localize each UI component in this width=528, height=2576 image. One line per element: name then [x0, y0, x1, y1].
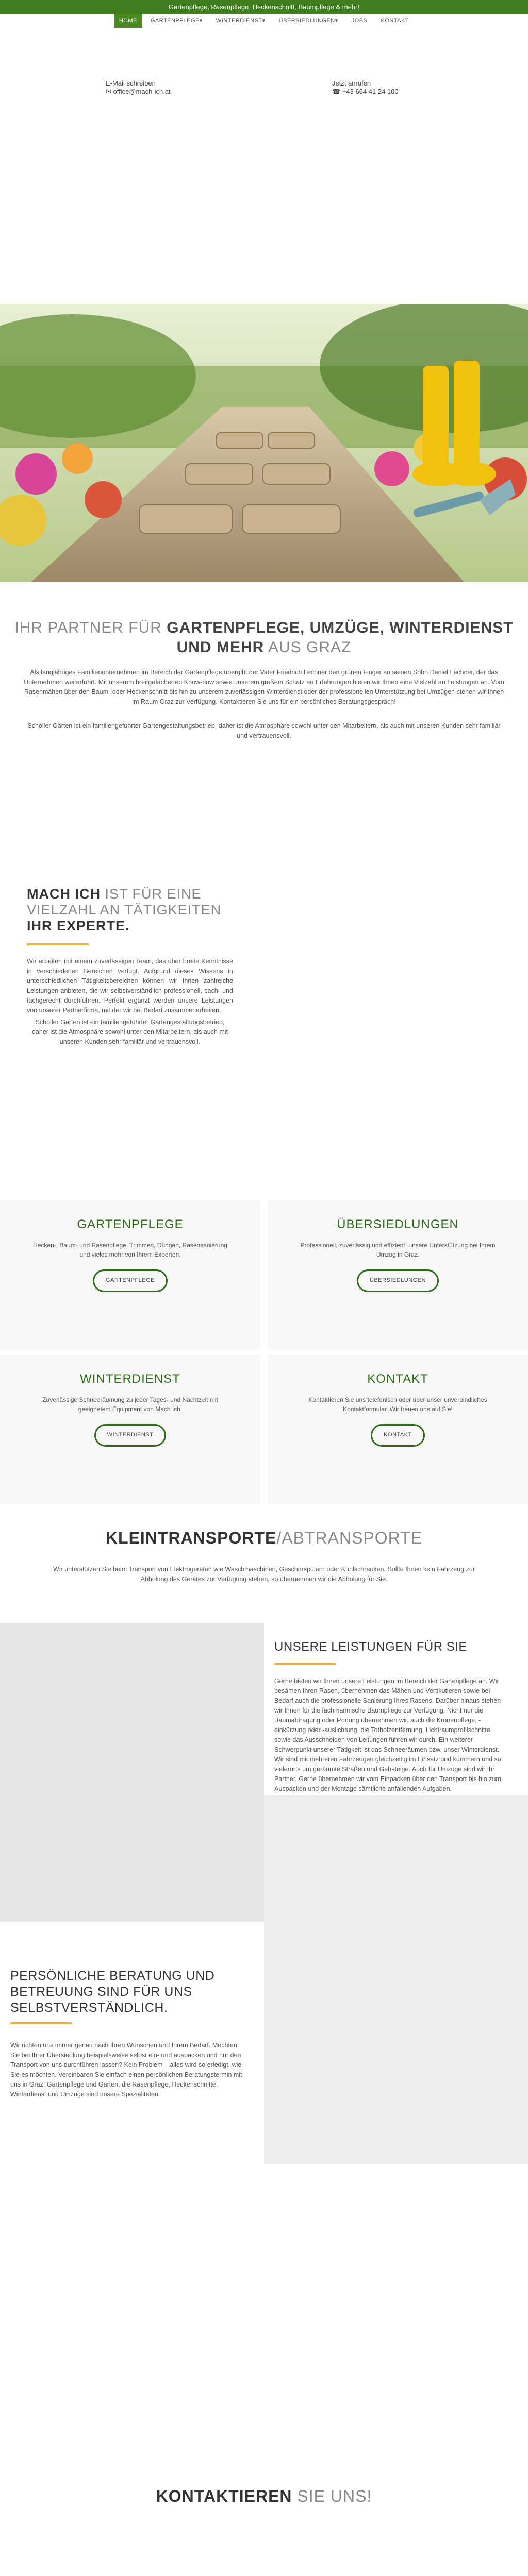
- chevron-down-icon: ▾: [199, 18, 203, 24]
- top-banner: [0, 0, 528, 14]
- image-placeholder-right-top: [264, 1795, 528, 1922]
- intro-paragraph-2: Schöller Gärten ist ein familiengeführter Gartengestaltungsbetrieb, daher ist die Atmosphäre sowohl unter den Mitarbeitern, als auch mit unseren Kunden sehr familiär und vertrauensvoll.: [27, 722, 501, 739]
- email-label: E-Mail schreiben: [106, 79, 156, 87]
- expert-paragraph-1: Wir arbeiten mit einem zuverlässigen Team, das über breite Kenntnisse in verschiedenen Bereichen verfügt. Aufgrund dieses Wissens in unterschiedlichen Tätigkeitsbereichen können wir Ihnen zahlreiche Leistungen anbieten, die wir selbstverständlich professionell, sach- und fachgerecht durchführen. Perfekt ergänzt werden unsere Leistungen von unserer Partnerfirma, mit der wir bei Bedarf zusammenarbeiten.: [27, 958, 233, 1014]
- nav-jobs[interactable]: JOBS: [351, 18, 368, 24]
- email-block: [106, 79, 209, 96]
- image-placeholder-right: [264, 1922, 528, 2164]
- accent-divider: [274, 1663, 336, 1665]
- nav-kontakt[interactable]: KONTAKT: [381, 18, 409, 24]
- expert-paragraph-2: Schöller Gärten ist ein familiengeführter Gartengestaltungsbetrieb, daher ist die Atmosphäre sowohl unter den Mitarbeitern, als auch mit unseren Kunden sehr familiär und vertrauensvoll.: [31, 1019, 228, 1045]
- expert-section: [27, 886, 233, 1047]
- nav-winterdienst[interactable]: WINTERDIENST▾: [216, 18, 266, 24]
- kontakt-cta: [0, 2483, 528, 2510]
- nav-gartenpflege[interactable]: GARTENPFLEGE▾: [150, 18, 203, 24]
- beratung-text: Wir richten uns immer genau nach Ihren Wünschen und Ihrem Bedarf. Möchten Sie bei Ihrer Übersiedlung beispielsweise selbst ein- und auspacken und nur den Transport von uns durchführen lassen? Kein Problem – alles wird so erledigt, wie Sie es möchten. Vereinbaren Sie einfach einen persönlichen Beratungstermin mit uns in Graz: Gartenpflege und Gärten, die Rasenpflege, Heckenschnitte, Winterdienst und Umzüge sind unsere Spezialitäten.: [10, 2042, 242, 2098]
- nav-home[interactable]: HOME: [114, 14, 142, 28]
- tile-title: WINTERDIENST: [80, 1372, 180, 1386]
- top-banner-text: Gartenpflege, Rasenpflege, Heckenschnitt, Baumpflege & mehr!: [169, 3, 359, 11]
- chevron-down-icon: ▾: [262, 18, 266, 24]
- beratung-section: [0, 1958, 264, 2099]
- phone-label: Jetzt anrufen: [332, 79, 371, 87]
- tile-title: GARTENPFLEGE: [77, 1217, 184, 1231]
- intro-title: IHR PARTNER FÜR GARTENPFLEGE, UMZÜGE, WINTERDIENST UND MEHR AUS GRAZ: [14, 619, 514, 656]
- phone-block: [332, 79, 435, 96]
- beratung-title: PERSÖNLICHE BERATUNG UND BETREUUNG SIND FÜR UNS SELBSTVERSTÄNDLICH.: [10, 1969, 215, 2015]
- tile-title: KONTAKT: [367, 1372, 428, 1386]
- tile-title: ÜBERSIEDLUNGEN: [337, 1217, 459, 1231]
- leistungen-title: UNSERE LEISTUNGEN FÜR SIE: [274, 1640, 467, 1654]
- chevron-down-icon: ▾: [335, 18, 338, 24]
- uebersiedlungen-button[interactable]: ÜBERSIEDLUNGEN: [357, 1269, 439, 1292]
- phone-icon: ☎: [332, 88, 342, 95]
- image-placeholder-left: [0, 1623, 264, 1922]
- accent-divider: [10, 2022, 72, 2024]
- phone-link[interactable]: ☎ +43 664 41 24 100: [332, 88, 399, 95]
- envelope-icon: ✉: [106, 88, 113, 95]
- kleintransporte-title: KLEINTRANSPORTE/ABTRANSPORTE: [105, 1529, 423, 1547]
- intro-section: [0, 618, 528, 741]
- garden-path-illustration: [0, 304, 528, 582]
- tile-text: Zuverlässige Schneeräumung zu jeder Tages- und Nachtzeit mit geeignetem Equipment von Mach Ich.: [42, 1396, 218, 1413]
- leistungen-section: [264, 1623, 528, 1795]
- tile-text: Professionell, zuverlässig und effizient: unsere Unterstützung bei Ihrem Umzug in Graz.: [300, 1242, 496, 1259]
- tile-winterdienst: [0, 1355, 260, 1504]
- accent-divider: [27, 943, 89, 945]
- main-nav: [0, 14, 528, 28]
- expert-title: MACH ICH IST FÜR EINE VIELZAHL AN TÄTIGKEITEN IHR EXPERTE.: [27, 886, 222, 934]
- kontakt-button[interactable]: KONTAKT: [371, 1424, 425, 1447]
- contact-strip: [0, 79, 528, 96]
- tile-kontakt: [268, 1355, 528, 1504]
- tile-gartenpflege: [0, 1200, 260, 1350]
- kleintransporte-section: [0, 1525, 528, 1584]
- winterdienst-button[interactable]: WINTERDIENST: [94, 1424, 167, 1447]
- kleintransporte-text: Wir unterstützen Sie beim Transport von Elektrogeräten wie Waschmaschinen, Geschirrspülern oder Kühlschränken. Sollte Ihnen kein Fahrzeug zur Abholung des Gerätes zur Verfügung stehen, so übernehmen wir die Abholung für Sie.: [53, 1566, 475, 1583]
- tile-text: Hecken-, Baum- und Rasenpflege, Trimmen, Düngen, Rasensanierung und vieles mehr von Ihrem Experten.: [33, 1242, 227, 1259]
- intro-paragraph-1: Als langjähriges Familienunternehmen im Bereich der Gartenpflege übergibt der Vater Friedrich Lechner den grünen Finger an seinen Sohn Daniel Lechner, der das Unternehmen weiterführt. Mit unserem breitgefächerten Know-how sowie unserem großem Schatz an Erfahrungen bieten wir Ihnen eine Vielzahl an Leistungen an. Vom Rasenmähen über den Baum- oder Heckenschnitt bis hin zu unserem zuverlässigen Winterdienst oder der professionellen Unterstützung bei Umzügen stehen wir Ihnen im Raum Graz zur Verfügung. Kontaktieren Sie uns für ein persönliches Beratungsgespräch!: [24, 669, 504, 705]
- email-link[interactable]: ✉ office@mach-ich.at: [106, 88, 171, 95]
- gartenpflege-button[interactable]: GARTENPFLEGE: [93, 1269, 168, 1292]
- kontakt-title: KONTAKTIEREN SIE UNS!: [156, 2487, 372, 2505]
- tile-uebersiedlungen: [268, 1200, 528, 1350]
- nav-uebersiedlungen[interactable]: ÜBERSIEDLUNGEN▾: [278, 18, 338, 24]
- leistungen-text: Gerne bieten wir Ihnen unsere Leistungen im Bereich der Gartenpflege an. Wir besämen Ihren Rasen, übernehmen das Mähen und Vertikutieren sowie bei Bedarf auch die professionelle Sanierung Ihres Rasens. Darüber hinaus stehen wir Ihnen für die fachmännische Baumpflege zur Verfügung. Nicht nur die Baumabtragung oder Rodung übernehmen wir, auch die Kronenpflege, -einkürzung oder -auslichtung, die Totholzentfernung, Lichtraumprofilschnitte sowie das Ausschneiden von Leitungen führen wir durch. Ein weiterer Schwerpunkt unserer Tätigkeit ist das Schneeräumen bzw. unser Winterdienst. Wir sind mit mehreren Fahrzeugen gleichzeitig im Einsatz und kümmern und so vielerorts um geräumte Straßen und Gehsteige. Auch für Umzüge sind wir Ihr Partner. Gerne übernehmen wir vom Einpacken über den Transport bis hin zum Auspacken und der Montage sämtliche anfallenden Aufgaben.: [274, 1677, 501, 1793]
- tile-text: Kontaktieren Sie uns telefonisch oder über unser unverbindliches Kontaktformular. Wir freuen uns auf Sie!: [308, 1396, 487, 1413]
- hero-image: [0, 304, 528, 582]
